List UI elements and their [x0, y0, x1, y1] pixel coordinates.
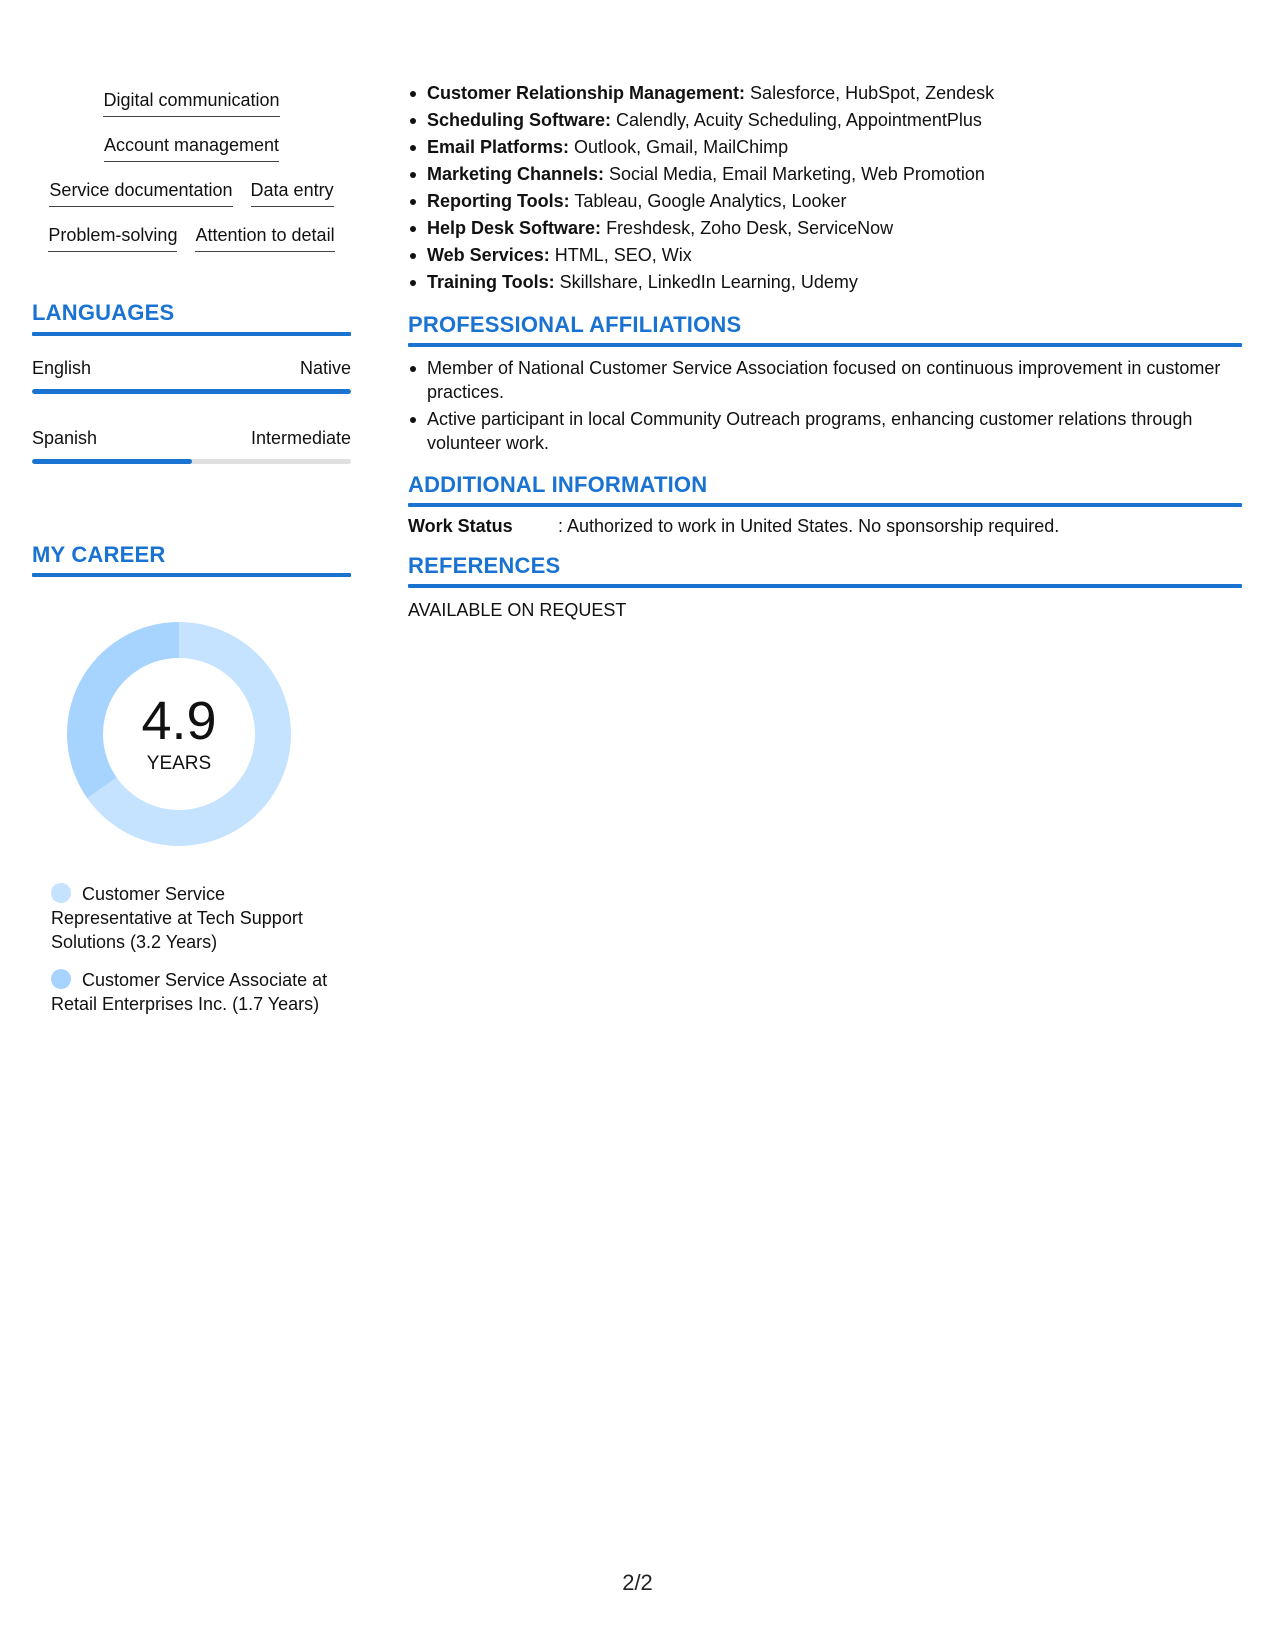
tool-label: Web Services:: [427, 245, 550, 265]
legend-label: Customer Service Representative at Tech Support Solutions (3.2 Years): [51, 884, 303, 952]
additional-rule: [408, 503, 1242, 507]
affiliations-rule: [408, 343, 1242, 347]
tool-label: Reporting Tools:: [427, 191, 570, 211]
legend-label: Customer Service Associate at Retail Enterprises Inc. (1.7 Years): [51, 970, 328, 1014]
donut-center: [66, 621, 292, 847]
tool-label: Marketing Channels:: [427, 164, 605, 184]
tool-value: Social Media, Email Marketing, Web Promotion: [604, 164, 985, 184]
list-item: [408, 108, 994, 132]
work-status-label: Work Status: [408, 516, 513, 536]
language-bar-fill: [32, 389, 351, 394]
skill-row: [32, 133, 351, 162]
tools-list: [408, 81, 994, 297]
affiliations-list: [408, 356, 1242, 458]
list-item: [408, 270, 994, 294]
skill-tag: Account management: [104, 133, 279, 162]
list-item: [408, 243, 994, 267]
languages-rule: [32, 332, 351, 336]
tool-value: Skillshare, LinkedIn Learning, Udemy: [554, 272, 858, 292]
skill-row: [32, 88, 351, 117]
tool-label: Help Desk Software:: [427, 218, 602, 238]
languages-heading: LANGUAGES: [32, 300, 175, 325]
tool-label: Email Platforms:: [427, 137, 570, 157]
affiliations-heading: PROFESSIONAL AFFILIATIONS: [408, 312, 742, 337]
skill-row: [32, 223, 351, 252]
additional-heading: ADDITIONAL INFORMATION: [408, 472, 708, 497]
legend-item: [51, 968, 333, 1016]
tool-value: Outlook, Gmail, MailChimp: [569, 137, 789, 157]
references-rule: [408, 584, 1242, 588]
language-name: English: [32, 358, 92, 378]
language-bar-fill: [32, 459, 192, 464]
language-level: Intermediate: [250, 428, 351, 448]
list-item: [408, 216, 994, 240]
language-row: [32, 428, 351, 449]
career-heading: MY CAREER: [32, 542, 166, 567]
list-item: Member of National Customer Service Association focused on continuous improvement in customer practices.: [408, 356, 1242, 404]
legend-dot-icon: [51, 883, 71, 903]
career-legend: [51, 882, 333, 1030]
list-item: [408, 81, 994, 105]
legend-dot-icon: [51, 969, 71, 989]
legend-item: [51, 882, 333, 954]
tool-value: Calendly, Acuity Scheduling, AppointmentPlus: [611, 110, 982, 130]
language-bar: [32, 389, 351, 394]
tool-label: Scheduling Software:: [427, 110, 612, 130]
skill-tag: Attention to detail: [195, 223, 334, 252]
language-row: [32, 358, 351, 379]
career-rule: [32, 573, 351, 577]
tool-value: HTML, SEO, Wix: [549, 245, 692, 265]
page-number: 2/2: [622, 1570, 653, 1595]
skill-row: [32, 178, 351, 207]
list-item: [408, 189, 994, 213]
tool-value: Salesforce, HubSpot, Zendesk: [745, 83, 995, 103]
skill-tag: Digital communication: [103, 88, 279, 117]
tool-label: Customer Relationship Management:: [427, 83, 746, 103]
work-status-value: : Authorized to work in United States. No sponsorship required.: [558, 516, 1060, 536]
list-item: [408, 135, 994, 159]
references-text: AVAILABLE ON REQUEST: [408, 600, 627, 620]
language-bar: [32, 459, 351, 464]
skill-tag: Service documentation: [49, 178, 232, 207]
career-donut-chart: [66, 621, 292, 847]
language-level: Native: [299, 358, 351, 378]
career-total-value: 4.9: [141, 691, 217, 751]
tool-value: Freshdesk, Zoho Desk, ServiceNow: [601, 218, 894, 238]
tool-value: Tableau, Google Analytics, Looker: [569, 191, 847, 211]
skill-tag: Problem-solving: [48, 223, 177, 252]
skill-tag: Data entry: [251, 178, 334, 207]
work-status-row: [408, 516, 1059, 537]
list-item: [408, 162, 994, 186]
career-total-unit: YEARS: [146, 753, 212, 774]
tool-label: Training Tools:: [427, 272, 555, 292]
references-heading: REFERENCES: [408, 553, 561, 578]
list-item: Active participant in local Community Outreach programs, enhancing customer relations through volunteer work.: [408, 407, 1242, 455]
language-name: Spanish: [32, 428, 98, 448]
